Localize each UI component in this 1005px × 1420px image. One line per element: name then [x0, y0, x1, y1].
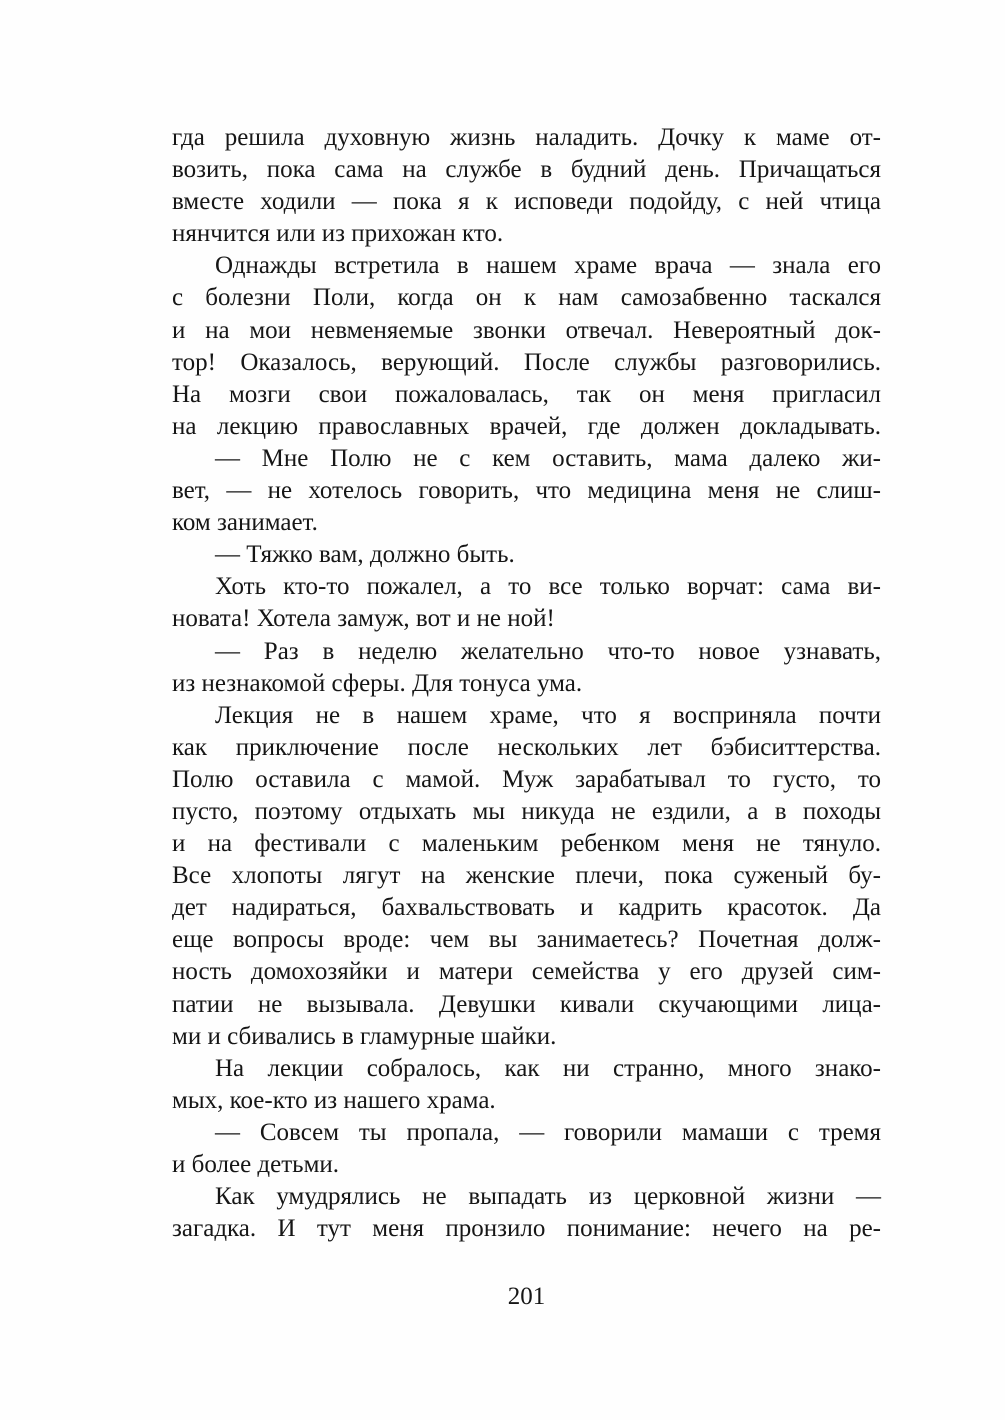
text-line: ком занимает.	[172, 509, 318, 537]
text-line: гда решила духовную жизнь наладить. Дочку к маме от-	[172, 124, 881, 151]
text-line: возить, пока сама на службе в будний день. Причащаться	[172, 156, 881, 184]
text-line: — Мне Полю не с кем оставить, мама далеко жи-	[215, 444, 881, 472]
text-line: пусто, поэтому отдыхать мы никуда не ездили, а в походы	[172, 797, 881, 825]
text-line: — Совсем ты пропала, — говорили мамаши с тремя	[215, 1118, 881, 1146]
text-line: Все хлопоты лягут на женские плечи, пока суженый бу-	[172, 862, 881, 890]
text-line: еще вопросы вроде: чем вы занимаетесь? Почетная долж-	[172, 926, 881, 954]
text-line: вет, — не хотелось говорить, что медицина меня не слиш-	[172, 477, 881, 505]
text-line: нянчится или из прихожан кто.	[172, 220, 504, 248]
text-line: мых, кое-кто из нашего храма.	[172, 1086, 496, 1114]
text-line: тор! Оказалось, верующий. После службы разговорились.	[172, 348, 881, 376]
text-line: с болезни Поли, когда он к нам самозабвенно таскался	[172, 284, 881, 312]
text-line: новата! Хотела замуж, вот и не ной!	[172, 605, 555, 633]
text-line: Хоть кто-то пожалел, а то все только ворчат: сама ви-	[215, 573, 881, 601]
text-line: на лекцию православных врачей, где должен докладывать.	[172, 412, 881, 440]
text-line: из незнакомой сферы. Для тонуса ума.	[172, 669, 583, 697]
text-line: и на фестивали с маленьким ребенком меня не тянуло.	[172, 830, 881, 858]
text-line: На лекции собралось, как ни странно, много знако-	[215, 1054, 881, 1082]
page-text	[172, 122, 881, 1245]
text-line: дет надираться, бахвальствовать и кадрить красоток. Да	[172, 894, 881, 922]
text-line: Как умудрялись не выпадать из церковной жизни —	[215, 1183, 881, 1211]
text-line: На мозги свои пожаловалась, так он меня пригласил	[172, 380, 881, 408]
text-line: Однажды встретила в нашем храме врача — знала его	[215, 252, 881, 280]
text-line: как приключение после нескольких лет бэбиситтерства.	[172, 733, 881, 761]
text-line: загадка. И тут меня пронзило понимание: нечего на ре-	[172, 1215, 881, 1243]
text-line: Лекция не в нашем храме, что я восприняла почти	[215, 701, 881, 729]
text-line: и на мои невменяемые звонки отвечал. Невероятный док-	[172, 316, 881, 344]
text-line: — Тяжко вам, должно быть.	[215, 541, 515, 569]
text-line: и более детьми.	[172, 1151, 340, 1178]
text-line: Полю оставила с мамой. Муж зарабатывал то густо, то	[172, 765, 881, 793]
text-line: ность домохозяйки и матери семейства у его друзей сим-	[172, 958, 881, 986]
text-line: ми и сбивались в гламурные шайки.	[172, 1022, 557, 1050]
text-line: вместе ходили — пока я к исповеди подойду, с ней чтица	[172, 188, 881, 216]
text-line: патии не вызывала. Девушки кивали скучающими лица-	[172, 990, 881, 1018]
text-line: — Раз в неделю желательно что-то новое узнавать,	[215, 637, 881, 665]
page-number: 201	[507, 1283, 546, 1310]
